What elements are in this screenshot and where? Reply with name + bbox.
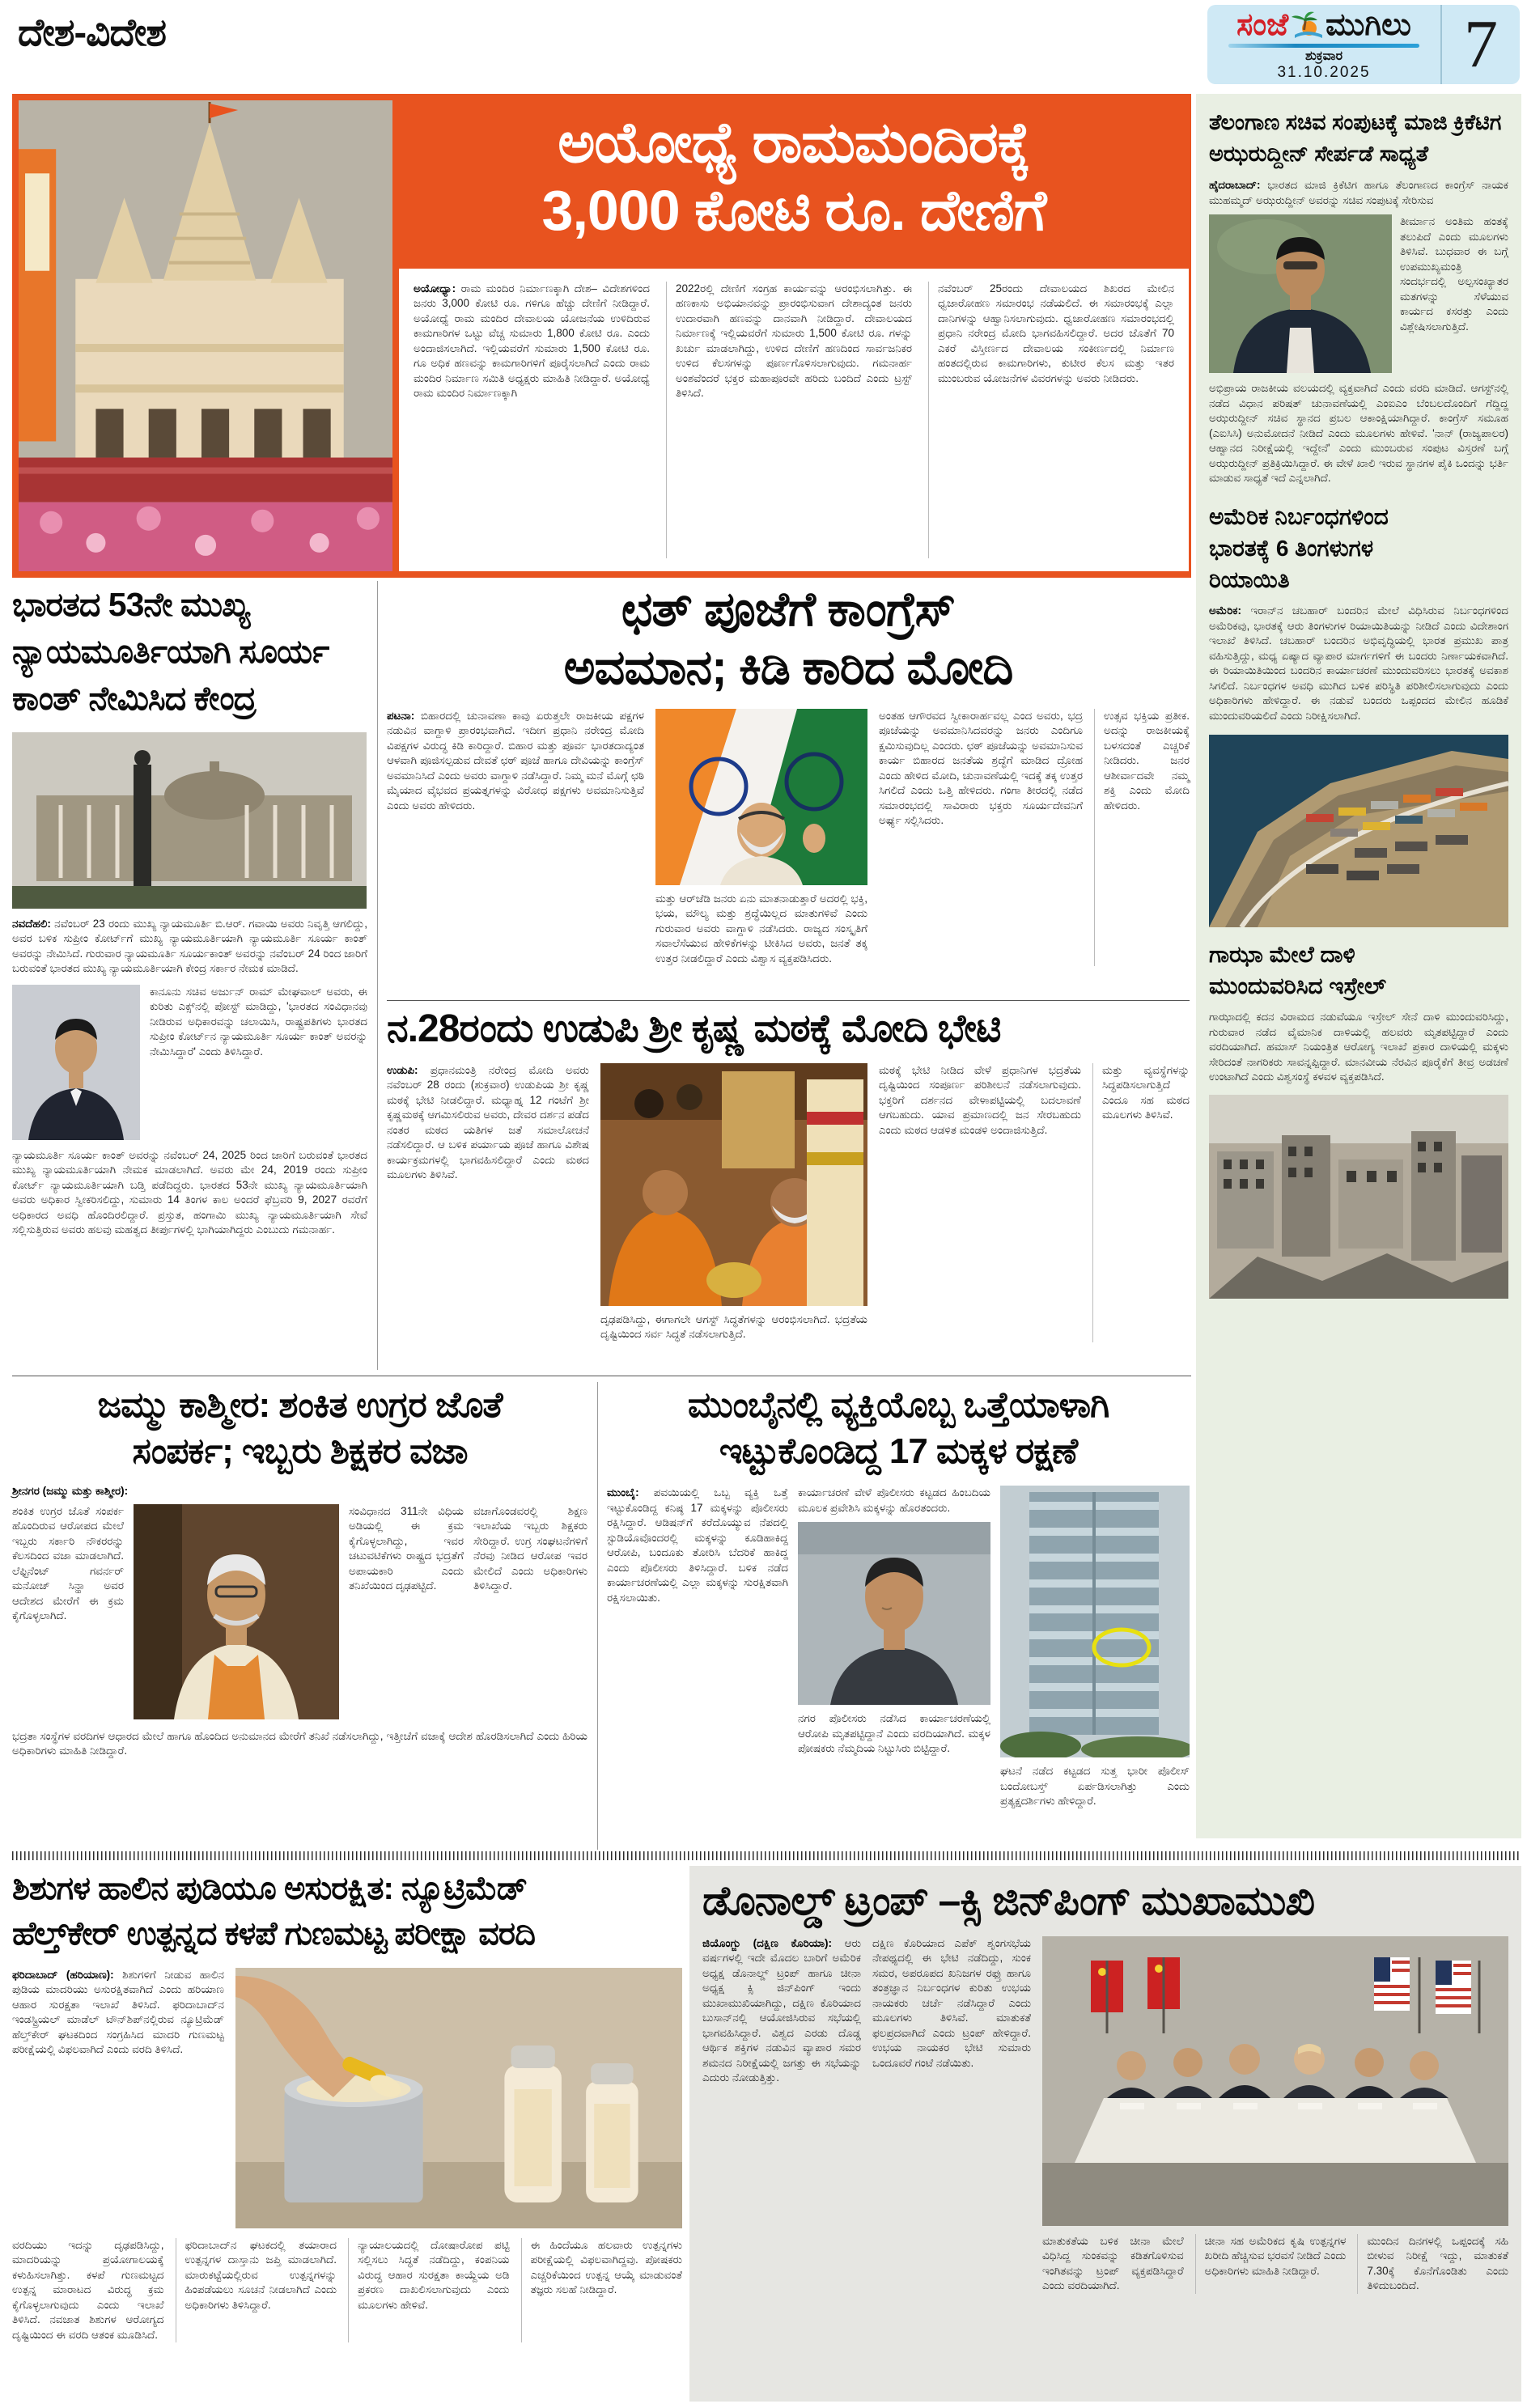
chhath-col-1: ಪಟನಾ: ಬಿಹಾರದಲ್ಲಿ ಚುನಾವಣಾ ಕಾವು ಏರುತ್ತಲೇ ರಾಜಕೀಯ ಪಕ್ಷಗಳ ನಡುವಿನ ವಾಗ್ದಾಳಿ ಪ್ರಾರಂಭವಾಗಿದೆ. ಇದೀಗ ಪ್ರಧಾನಿ ನರೇಂದ್ರ ಮೋದಿ ವಿಪಕ್ಷಗಳ ವಿರುದ್ಧ ಕಿಡಿ ಕಾರಿದ್ದಾರೆ. ಬಿಹಾರ ಮತ್ತು ಪೂರ್ವ ಭಾರತದಾದ್ಯಂತ ಆಳವಾಗಿ ಪೂಜಿಸಲ್ಪಡುವ ದೇವತೆ ಛಠ್ ಪೂಜೆ ಹಾಗೂ ದೇವಿಯನ್ನು ಕಾಂಗ್ರೆಸ್ ಅವಮಾನಿಸಿದೆ ಎಂದು ಅವರು ವಾಗ್ದಾಳಿ ನಡೆಸಿದ್ದಾರೆ. ನಿಮ್ಮ ಮನೆ ಮೊಗ್ಗೆ ಛಠಿ ಮೈಯಾದ ವೈಭವದ ಪ್ರಯತ್ನಗಳನ್ನು ವಿರೋಧ ಪಕ್ಷಗಳು ಅವಮಾನಿಸುತ್ತಿವೆ ಎಂದು ಅವರು ಹೇಳಿದರು. xyxy=(387,709,644,812)
cji-para3: ನ್ಯಾಯಮೂರ್ತಿ ಸೂರ್ಯ ಕಾಂತ್ ಅವರನ್ನು ನವೆಂಬರ್ 24, 2025 ರಿಂದ ಜಾರಿಗೆ ಬರುವಂತೆ ಭಾರತದ ಮುಖ್ಯ ನ್ಯಾಯಮೂರ್ತಿಯಾಗಿ ನೇಮಕ ಮಾಡಲಾಗಿದೆ. ಅವರು ಮೇ 24, 2019 ರಂದು ಸುಪ್ರೀಂ ಕೋರ್ಟ್ ನ್ಯಾಯಮೂರ್ತಿಯಾಗಿ ಬಡ್ತಿ ಪಡೆದಿದ್ದರು. ಭಾರತದ 53ನೇ ಮುಖ್ಯ ನ್ಯಾಯಮೂರ್ತಿಯಾಗಿ ಅವರು ಅಧಿಕಾರ ಸ್ವೀಕರಿಸಲಿದ್ದು, ಸುಮಾರು 14 ತಿಂಗಳ ಕಾಲ ಅಂದರೆ ಫೆಬ್ರವರಿ 9, 2027 ರವರೆಗೆ ಅಧಿಕಾರದ ಅವಧಿ ಹೊಂದಿರಲಿದ್ದಾರೆ. ಪ್ರಸ್ತುತ, ಹಂಗಾಮಿ ಮುಖ್ಯ ನ್ಯಾಯಮೂರ್ತಿಯಾಗಿ ಸೇವೆ ಸಲ್ಲಿಸುತ್ತಿರುವ ಅವರು ಹಲವು ಮಹತ್ವದ ತೀರ್ಪುಗಳಲ್ಲಿ ಭಾಗಿಯಾಗಿದ್ದರು ಎಂಬುದು ಗಮನಾರ್ಹ. xyxy=(12,1148,367,1236)
trump-xi-meeting-photo xyxy=(1042,1936,1508,2226)
lead-story-box xyxy=(12,94,1191,578)
cji-headline-l2: ನ್ಯಾಯಮೂರ್ತಿಯಾಗಿ ಸೂರ್ಯ xyxy=(12,633,329,671)
telangana-lead: ಹೈದರಾಬಾದ್: ಭಾರತದ ಮಾಜಿ ಕ್ರಿಕೆಟಿಗ ಹಾಗೂ ತೆಲಂಗಾಣದ ಕಾಂಗ್ರೆಸ್ ನಾಯಕ ಮುಹಮ್ಮದ್ ಅಝರುದ್ದೀನ್ ಅವರನ್ನು ಸಚಿವ ಸಂಪುಟಕ್ಕೆ ಸೇರಿಸುವ xyxy=(1209,179,1508,206)
jk-col-3: ವಜಾಗೊಂಡವರಲ್ಲಿ ಶಿಕ್ಷಣ ಇಲಾಖೆಯ ಇಬ್ಬರು ಶಿಕ್ಷಕರು ಸೇರಿದ್ದಾರೆ. ಉಗ್ರ ಸಂಘಟನೆಗಳಿಗೆ ನೆರವು ನೀಡಿದ ಆರೋಪ ಇವರ ಮೇಲಿದೆ ಎಂದು ಅಧಿಕಾರಿಗಳು ತಿಳಿಸಿದ್ದಾರೆ. xyxy=(473,1504,587,1592)
trumpxi-below-3: ಮುಂದಿನ ದಿನಗಳಲ್ಲಿ ಒಪ್ಪಂದಕ್ಕೆ ಸಹಿ ಬೀಳುವ ನಿರೀಕ್ಷೆ ಇದ್ದು, ಮಾತುಕತೆ 7.30ಕ್ಕೆ ಕೊನೆಗೊಂಡಿತು ಎಂದು ತಿಳಿದುಬಂದಿದೆ. xyxy=(1357,2234,1508,2294)
milk-article xyxy=(12,1866,682,2402)
section-title: ದೇಶ-ವಿದೇಶ xyxy=(18,11,167,53)
masthead-weekday: ಶುಕ್ರವಾರ xyxy=(1304,49,1343,63)
lead-story-body xyxy=(399,269,1189,571)
sanctions-body: ಅಮೆರಿಕ: ಇರಾನ್‌ನ ಚಬಹಾರ್ ಬಂದರಿನ ಮೇಲೆ ವಿಧಿಸಿರುವ ನಿರ್ಬಂಧಗಳಿಂದ ಅಮೆರಿಕವು, ಭಾರತಕ್ಕೆ ಆರು ತಿಂಗಳುಗಳ ರಿಯಾಯಿತಿಯನ್ನು ನೀಡಿದೆ ಎಂದು ವಿದೇಶಾಂಗ ಇಲಾಖೆ ತಿಳಿಸಿದೆ. ಚಬಹಾರ್ ಬಂದರಿನ ಅಭಿವೃದ್ಧಿಯಲ್ಲಿ ಭಾರತ ಪ್ರಮುಖ ಪಾತ್ರ ವಹಿಸುತ್ತಿದ್ದು, ಮಧ್ಯ ಏಷ್ಯಾದ ವ್ಯಾಪಾರ ಮಾರ್ಗಗಳಿಗೆ ಈ ಬಂದರು ನಿರ್ಣಾಯಕವಾಗಿದೆ. ಈ ರಿಯಾಯಿತಿಯಿಂದ ಬಂದರಿನ ಕಾರ್ಯಾಚರಣೆ ಮುಂದುವರಿಸಲು ಭಾರತಕ್ಕೆ ಅವಕಾಶ ಸಿಗಲಿದೆ. ನಿರ್ಬಂಧಗಳ ಅವಧಿ ಮುಗಿದ ಬಳಿಕ ಪರಿಸ್ಥಿತಿ ಪರಿಶೀಲಿಸಲಾಗುವುದು ಎಂದು ಅಧಿಕಾರಿಗಳು ಹೇಳಿದ್ದಾರೆ. ಈ ನಡುವೆ ಬಂದರು ಒಪ್ಪಂದದ ಮೇಲಿನ ಹೂಡಿಕೆ ಮುಂದುವರಿಯಲಿದೆ ಎಂದು ನಿರೀಕ್ಷಿಸಲಾಗಿದೆ. xyxy=(1209,604,1508,722)
mumbai-col-2b: ನಗರ ಪೊಲೀಸರು ನಡೆಸಿದ ಕಾರ್ಯಾಚರಣೆಯಲ್ಲಿ ಆರೋಪಿ ಮೃತಪಟ್ಟಿದ್ದಾನೆ ಎಂದು ವರದಿಯಾಗಿದೆ. ಮಕ್ಕಳ ಪೋಷಕರು ನೆಮ್ಮದಿಯ ನಿಟ್ಟುಸಿರು ಬಿಟ್ಟಿದ್ದಾರೆ. xyxy=(798,1712,990,1755)
jk-headline-l1: ಜಮ್ಮು ಕಾಶ್ಮೀರ: ಶಂಕಿತ ಉಗ್ರರ ಜೊತೆ xyxy=(97,1385,503,1425)
judge-portrait-photo xyxy=(12,985,140,1140)
lead-headline-line2: 3,000 ಕೋಟಿ ರೂ. ದೇಣಿಗೆ xyxy=(541,179,1046,243)
gaza-headline-l2: ಮುಂದುವರಿಸಿದ ಇಸ್ರೇಲ್ xyxy=(1209,973,1387,999)
trumpxi-col-b: ದಕ್ಷಿಣ ಕೊರಿಯಾದ ಎಪೆಕ್ ಶೃಂಗಸಭೆಯ ನೇಪಥ್ಯದಲ್ಲಿ ಈ ಭೇಟಿ ನಡೆದಿದ್ದು, ಸುಂಕ ಸಮರ, ಅಪರೂಪದ ಖನಿಜಗಳ ರಫ್ತು ಹಾಗೂ ತಂತ್ರಜ್ಞಾನ ನಿರ್ಬಂಧಗಳ ಕುರಿತು ಉಭಯ ನಾಯಕರು ಚರ್ಚೆ ನಡೆಸಿದ್ದಾರೆ ಎಂದು ಮೂಲಗಳು ತಿಳಿಸಿವೆ. ಮಾತುಕತೆ ಫಲಪ್ರದವಾಗಿದೆ ಎಂದು ಟ್ರಂಪ್ ಹೇಳಿದ್ದಾರೆ. ಉಭಯ ನಾಯಕರ ಭೇಟಿ ಸುಮಾರು ಒಂದೂವರೆ ಗಂಟೆ ನಡೆಯಿತು. xyxy=(872,1937,1031,2069)
milk-powder-photo xyxy=(235,1968,682,2228)
mumbai-col-2a: ಕಾರ್ಯಾಚರಣೆ ವೇಳೆ ಪೊಲೀಸರು ಕಟ್ಟಡದ ಹಿಂಬದಿಯ ಮೂಲಕ ಪ್ರವೇಶಿಸಿ ಮಕ್ಕಳನ್ನು ಹೊರತಂದರು. xyxy=(798,1486,990,1514)
lead-dateline: ಅಯೋಧ್ಯಾ: xyxy=(414,282,456,295)
chhath-col-4: ಉತ್ಸವ ಭಕ್ತಿಯ ಪ್ರತೀಕ. ಅದನ್ನು ರಾಜಕೀಯಕ್ಕೆ ಬಳಸದಂತೆ ಎಚ್ಚರಿಕೆ ನೀಡಿದರು. ಜನರ ಆಶೀರ್ವಾದವೇ ನಮ್ಮ ಶಕ್ತಿ ಎಂದು ಮೋದಿ ಹೇಳಿದರು. xyxy=(1094,709,1190,966)
cji-headline-l1: ಭಾರತದ 53ನೇ ಮುಖ್ಯ xyxy=(12,586,250,623)
sanctions-headline-l3: ರಿಯಾಯಿತಿ xyxy=(1209,567,1290,593)
gaza-headline-l1: ಗಾಝಾ ಮೇಲೆ ದಾಳಿ xyxy=(1209,942,1355,968)
trumpxi-below-2: ಚೀನಾ ಸಹ ಅಮೆರಿಕದ ಕೃಷಿ ಉತ್ಪನ್ನಗಳ ಖರೀದಿ ಹೆಚ್ಚಿಸುವ ಭರವಸೆ ನೀಡಿದೆ ಎಂದು ಅಧಿಕಾರಿಗಳು ಮಾಹಿತಿ ನೀಡಿದ್ದಾರೆ. xyxy=(1195,2234,1347,2294)
paper-name-black: ಮುಗಿಲು xyxy=(1326,7,1411,42)
telangana-beside-photo: ತೀರ್ಮಾನ ಅಂತಿಮ ಹಂತಕ್ಕೆ ತಲುಪಿದೆ ಎಂದು ಮೂಲಗಳು ತಿಳಿಸಿವೆ. ಬುಧವಾರ ಈ ಬಗ್ಗೆ ಉಪಮುಖ್ಯಮಂತ್ರಿ ಸಂದರ್ಭದಲ್ಲಿ ಅಲ್ಪಸಂಖ್ಯಾತರ ಮತಗಳನ್ನು ಸೆಳೆಯುವ ಕಾರ್ಯದ ಕಸರತ್ತು ಎಂದು ವಿಶ್ಲೇಷಿಸಲಾಗುತ್ತಿದೆ. xyxy=(1400,215,1508,333)
paper-name-red: ಸಂಜೆ xyxy=(1236,7,1289,42)
gaza-destruction-photo xyxy=(1209,1095,1508,1299)
chhath-headline-l1: ಛತ್ ಪೂಜೆಗೆ ಕಾಂಗ್ರೆಸ್ xyxy=(621,583,956,636)
milk-col-4: ಈ ಹಿಂದೆಯೂ ಹಲವಾರು ಉತ್ಪನ್ನಗಳು ಪರೀಕ್ಷೆಯಲ್ಲಿ ವಿಫಲವಾಗಿದ್ದವು. ಪೋಷಕರು ಎಚ್ಚರಿಕೆಯಿಂದ ಉತ್ಪನ್ನ ಆಯ್ಕೆ ಮಾಡುವಂತೆ ತಜ್ಞರು ಸಲಹೆ ನೀಡಿದ್ದಾರೆ. xyxy=(521,2238,683,2342)
jk-bottom: ಭದ್ರತಾ ಸಂಸ್ಥೆಗಳ ವರದಿಗಳ ಆಧಾರದ ಮೇಲೆ ಹಾಗೂ ಹೊಂದಿದ ಅನುಮಾನದ ಮೇರೆಗೆ ತನಿಖೆ ನಡೆಸಲಾಗಿದ್ದು, ಇತ್ತೀಚೆಗೆ ವಜಾಕ್ಕೆ ಆದೇಶ ಹೊರಡಿಸಲಾಗಿದೆ ಎಂದು ಹಿರಿಯ ಅಧಿಕಾರಿಗಳು ಮಾಹಿತಿ ನೀಡಿದ್ದಾರೆ. xyxy=(12,1729,587,1757)
jk-col-1: ಶಂಕಿತ ಉಗ್ರರ ಜೊತೆ ಸಂಪರ್ಕ ಹೊಂದಿರುವ ಆರೋಪದ ಮೇಲೆ ಇಬ್ಬರು ಸರ್ಕಾರಿ ನೌಕರರನ್ನು ಕೆಲಸದಿಂದ ವಜಾ ಮಾಡಲಾಗಿದೆ. ಲೆಫ್ಟಿನೆಂಟ್ ಗವರ್ನರ್ ಮನೋಜ್ ಸಿನ್ಹಾ ಅವರ ಆದೇಶದ ಮೇರೆಗೆ ಈ ಕ್ರಮ ಕೈಗೊಳ್ಳಲಾಗಿದೆ. xyxy=(12,1504,124,1622)
chhath-col-3: ಅಂತಹ ಆಗೌರವದ ಸ್ವೀಕಾರಾರ್ಹವಲ್ಲ ಎಂದ ಅವರು, ಭದ್ರ ಪೂಜೆಯನ್ನು ಅವಮಾನಿಸಿದವರನ್ನು ಜನರು ಎಂದಿಗೂ ಕ್ಷಮಿಸುವುದಿಲ್ಲ ಎಂದರು. ಛಠ್ ಪೂಜೆಯನ್ನು ಅವಮಾನಿಸುವ ಕಾರ್ಯ ಬಿಹಾರದ ಜನತೆಯ ಶ್ರದ್ಧೆಗೆ ಮಾಡಿದ ದ್ರೋಹ ಎಂದು ಹೇಳಿದ ಮೋದಿ, ಚುನಾವಣೆಯಲ್ಲಿ ಇದಕ್ಕೆ ತಕ್ಕ ಉತ್ತರ ಸಿಗಲಿದೆ ಎಂದು ಒತ್ತಿ ಹೇಳಿದರು. ಗಂಗಾ ತೀರದಲ್ಲಿ ನಡೆದ ಸಮಾರಂಭದಲ್ಲಿ ಸಾವಿರಾರು ಭಕ್ತರು ಸೂರ್ಯದೇವನಿಗೆ ಅರ್ಘ್ಯ ಸಲ್ಲಿಸಿದರು. xyxy=(879,709,1083,827)
jk-headline-l2: ಸಂಪರ್ಕ; ಇಬ್ಬರು ಶಿಕ್ಷಕರ ವಜಾ xyxy=(132,1431,468,1472)
milk-col-3: ನ್ಯಾಯಾಲಯದಲ್ಲಿ ದೋಷಾರೋಪ ಪಟ್ಟಿ ಸಲ್ಲಿಸಲು ಸಿದ್ಧತೆ ನಡೆದಿದ್ದು, ಕಂಪನಿಯ ವಿರುದ್ಧ ಆಹಾರ ಸುರಕ್ಷತಾ ಕಾಯ್ದೆಯ ಅಡಿ ಪ್ರಕರಣ ದಾಖಲಿಸಲಾಗುವುದು ಎಂದು ಮೂಲಗಳು ಹೇಳಿವೆ. xyxy=(348,2238,510,2342)
milk-col-1: ವರದಿಯು ಇದನ್ನು ದೃಢಪಡಿಸಿದ್ದು, ಮಾದರಿಯನ್ನು ಪ್ರಯೋಗಾಲಯಕ್ಕೆ ಕಳುಹಿಸಲಾಗಿತ್ತು. ಕಳಪೆ ಗುಣಮಟ್ಟದ ಉತ್ಪನ್ನ ಮಾರಾಟದ ವಿರುದ್ಧ ಕ್ರಮ ಕೈಗೊಳ್ಳಲಾಗುವುದು ಎಂದು ಇಲಾಖೆ ತಿಳಿಸಿದೆ. ನವಜಾತ ಶಿಶುಗಳ ಆರೋಗ್ಯದ ದೃಷ್ಟಿಯಿಂದ ಈ ವರದಿ ಆತಂಕ ಮೂಡಿಸಿದೆ. xyxy=(12,2239,164,2341)
right-column xyxy=(1196,94,1521,1838)
gaza-body: ಗಾಝಾದಲ್ಲಿ ಕದನ ವಿರಾಮದ ನಡುವೆಯೂ ಇಸ್ರೇಲ್ ಸೇನೆ ದಾಳಿ ಮುಂದುವರಿಸಿದ್ದು, ಗುರುವಾರ ನಡೆದ ವೈಮಾನಿಕ ದಾಳಿಯಲ್ಲಿ ಹಲವರು ಮೃತಪಟ್ಟಿದ್ದಾರೆ ಎಂದು ವರದಿಯಾಗಿದೆ. ಹಮಾಸ್ ನಿಯಂತ್ರಿತ ಆರೋಗ್ಯ ಇಲಾಖೆ ಪ್ರಕಾರ ದಾಳಿಯಲ್ಲಿ ಮಕ್ಕಳು ಸೇರಿದಂತೆ ನಾಗರಿಕರು ಸಾವನ್ನಪ್ಪಿದ್ದಾರೆ. ಮಾನವೀಯ ನೆರವಿನ ಪೂರೈಕೆಗೆ ತೀವ್ರ ಅಡಚಣೆ ಉಂಟಾಗಿದೆ ಎಂದು ವಿಶ್ವಸಂಸ್ಥೆ ಕಳವಳ ವ್ಯಕ್ತಪಡಿಸಿದೆ. xyxy=(1209,1011,1508,1083)
masthead-underline xyxy=(1228,44,1419,48)
cji-lead: ನವದೆಹಲಿ: ನವೆಂಬರ್ 23 ರಂದು ಮುಖ್ಯ ನ್ಯಾಯಮೂರ್ತಿ ಬಿ.ಆರ್. ಗವಾಯಿ ಅವರು ನಿವೃತ್ತಿ ಆಗಲಿದ್ದು, ಅವರ ಬಳಿಕ ಸುಪ್ರೀಂ ಕೋರ್ಟ್‌ಗೆ ಮುಖ್ಯ ನ್ಯಾಯಮೂರ್ತಿಯಾಗಿ ನ್ಯಾಯಮೂರ್ತಿ ಸೂರ್ಯ ಕಾಂತ್ ಅವರನ್ನು ನೇಮಿಸಿದೆ. ಗುರುವಾರ ನ್ಯಾಯಮೂರ್ತಿ ಸೂರ್ಯಕಾಂತ್ ಅವರನ್ನು ನವೆಂಬರ್ 24 ರಿಂದ ಜಾರಿಗೆ ಬರುವಂತೆ ಭಾರತದ ಮುಖ್ಯ ನ್ಯಾಯಮೂರ್ತಿಯಾಗಿ ಕೇಂದ್ರ ಸರ್ಕಾರ ನೇಮಕ ಮಾಡಿದೆ. xyxy=(12,917,367,975)
chabahar-port-photo xyxy=(1209,735,1508,927)
building-photo xyxy=(1000,1486,1190,1757)
divider-chhath-udupi xyxy=(387,1000,1190,1001)
milk-col-2: ಫರಿದಾಬಾದ್‌ನ ಘಟಕದಲ್ಲಿ ತಯಾರಾದ ಉತ್ಪನ್ನಗಳ ದಾಸ್ತಾನು ಜಪ್ತಿ ಮಾಡಲಾಗಿದೆ. ಮಾರುಕಟ್ಟೆಯಲ್ಲಿರುವ ಉತ್ಪನ್ನಗಳನ್ನು ಹಿಂಪಡೆಯಲು ಸೂಚನೆ ನೀಡಲಾಗಿದೆ ಎಂದು ಅಧಿಕಾರಿಗಳು ತಿಳಿಸಿದ್ದಾರೆ. xyxy=(176,2238,337,2342)
palm-sun-logo-icon xyxy=(1290,11,1324,40)
udupi-col-3: ಮಠಕ್ಕೆ ಭೇಟಿ ನೀಡಿದ ವೇಳೆ ಪ್ರಧಾನಿಗಳ ಭದ್ರತೆಯ ದೃಷ್ಟಿಯಿಂದ ಸಂಪೂರ್ಣ ಪರಿಶೀಲನೆ ನಡೆಸಲಾಗುವುದು. ಭಕ್ತರಿಗೆ ದರ್ಶನದ ವೇಳಾಪಟ್ಟಿಯಲ್ಲಿ ಬದಲಾವಣೆ ಆಗಬಹುದು. ಯಾವ ಪ್ರಮಾಣದಲ್ಲಿ ಜನ ಸೇರಬಹುದು ಎಂದು ಮಠದ ಆಡಳಿತ ಮಂಡಳಿ ಅಂದಾಜಿಸುತ್ತಿದೆ. xyxy=(879,1064,1081,1136)
udupi-headline: ನ.28ರಂದು ಉಡುಪಿ ಶ್ರೀ ಕೃಷ್ಣ ಮಠಕ್ಕೆ ಮೋದಿ ಭೇಟಿ xyxy=(387,1007,1001,1050)
mumbai-headline-l1: ಮುಂಬೈನಲ್ಲಿ ವ್ಯಕ್ತಿಯೊಬ್ಬ ಒತ್ತೆಯಾಳಾಗಿ xyxy=(687,1385,1109,1425)
jk-col-2: ಸಂವಿಧಾನದ 311ನೇ ವಿಧಿಯ ಅಡಿಯಲ್ಲಿ ಈ ಕ್ರಮ ಕೈಗೊಳ್ಳಲಾಗಿದ್ದು, ಇವರ ಚಟುವಟಿಕೆಗಳು ರಾಷ್ಟ್ರದ ಭದ್ರತೆಗೆ ಅಪಾಯಕಾರಿ ಎಂದು ತನಿಖೆಯಿಂದ ದೃಢಪಟ್ಟಿದೆ. xyxy=(349,1504,464,1592)
sanctions-headline-l2: ಭಾರತಕ್ಕೆ 6 ತಿಂಗಳುಗಳ xyxy=(1209,535,1374,561)
trumpxi-below-1: ಮಾತುಕತೆಯ ಬಳಿಕ ಚೀನಾ ಮೇಲೆ ವಿಧಿಸಿದ್ದ ಸುಂಕವನ್ನು ಕಡಿತಗೊಳಿಸುವ ಇಂಗಿತವನ್ನು ಟ್ರಂಪ್ ವ್ಯಕ್ತಪಡಿಸಿದ್ದಾರೆ ಎಂದು ವರದಿಯಾಗಿದೆ. xyxy=(1042,2235,1184,2292)
page-number: 7 xyxy=(1464,6,1498,82)
cji-headline-l3: ಕಾಂತ್ ನೇಮಿಸಿದ ಕೇಂದ್ರ xyxy=(12,680,256,718)
trumpxi-headline: ಡೊನಾಲ್ಡ್ ಟ್ರಂಪ್ –ಕ್ಸಿ ಜಿನ್‌ಪಿಂಗ್ ಮುಖಾಮುಖಿ xyxy=(702,1878,1315,1923)
ram-mandir-photo xyxy=(19,100,392,571)
striped-divider xyxy=(12,1851,1521,1860)
telangana-rest: ಅಭಿಪ್ರಾಯ ರಾಜಕೀಯ ವಲಯದಲ್ಲಿ ವ್ಯಕ್ತವಾಗಿದೆ ಎಂದು ವರದಿ ಮಾಡಿದೆ. ಆಗಸ್ಟ್‌ನಲ್ಲಿ ನಡೆದ ವಿಧಾನ ಪರಿಷತ್ ಚುನಾವಣೆಯಲ್ಲಿ ಎಂಐಎಂ ಬೆಂಬಲದೊಂದಿಗೆ ಗೆದ್ದಿದ್ದ ಅಝರುದ್ದೀನ್ ಸಚಿವ ಸ್ಥಾನದ ಪ್ರಬಲ ಆಕಾಂಕ್ಷಿಯಾಗಿದ್ದಾರೆ. ಕಾಂಗ್ರೆಸ್ ಸಮೂಹ (ಎಐಸಿಸಿ) ಅನುಮೋದನೆ ನೀಡಿದೆ ಎಂದು ಮೂಲಗಳು ಹೇಳಿವೆ. 'ನಾನ್ (ರಾಜ್ಯಪಾಲರ) ಆಹ್ವಾನದ ನಿರೀಕ್ಷೆಯಲ್ಲಿ ಇದ್ದೇನೆ' ಎಂದು ಮುಂಬರುವ ಸಂಪುಟ ವಿಸ್ತರಣೆ ಬಗ್ಗೆ ಅಝರುದ್ದೀನ್ ಪ್ರತಿಕ್ರಿಯಿಸಿದ್ದಾರೆ. ಈ ವೇಳೆ ಖಾಲಿ ಇರುವ ಸ್ಥಾನಗಳ ಪೈಕಿ ಒಂದನ್ನು ಭರ್ತಿ ಮಾಡುವ ಸಾಧ್ಯತೆ ಇದೆ ಎನ್ನಲಾಗಿದೆ. xyxy=(1209,382,1508,485)
udupi-col-1: ಉಡುಪಿ: ಪ್ರಧಾನಮಂತ್ರಿ ನರೇಂದ್ರ ಮೋದಿ ಅವರು ನವೆಂಬರ್ 28 ರಂದು (ಶುಕ್ರವಾರ) ಉಡುಪಿಯ ಶ್ರೀ ಕೃಷ್ಣ ಮಠಕ್ಕೆ ಭೇಟಿ ನೀಡಲಿದ್ದಾರೆ. ಮಧ್ಯಾಹ್ನ 12 ಗಂಟೆಗೆ ಶ್ರೀ ಕೃಷ್ಣಮಠಕ್ಕೆ ಆಗಮಿಸಲಿರುವ ಅವರು, ದೇವರ ದರ್ಶನ ಪಡೆದ ನಂತರ ಮಠದ ಯತಿಗಳ ಜತೆ ಸಮಾಲೋಚನೆ ನಡೆಸಲಿದ್ದಾರೆ. ಆ ಬಳಿಕ ಪರ್ಯಾಯ ಪೂಜೆ ಹಾಗೂ ವಿಶೇಷ ಕಾರ್ಯಕ್ರಮಗಳಲ್ಲಿ ಭಾಗವಹಿಸಲಿದ್ದಾರೆ ಎಂದು ಮಠದ ಮೂಲಗಳು ತಿಳಿಸಿವೆ. xyxy=(387,1064,589,1181)
trumpxi-article xyxy=(689,1866,1521,2402)
udupi-article xyxy=(387,1007,1190,1372)
chhath-article xyxy=(387,581,1190,997)
udupi-col-4: ಮತ್ತು ವ್ಯವಸ್ಥೆಗಳನ್ನು ಸಿದ್ಧಪಡಿಸಲಾಗುತ್ತಿದೆ ಎಂದೂ ಸಹ ಮಠದ ಮೂಲಗಳು ತಿಳಿಸಿವೆ. xyxy=(1092,1063,1190,1342)
modi-krishna-matha-photo xyxy=(600,1063,867,1306)
supreme-court-photo xyxy=(12,732,367,909)
telangana-headline: ತೆಲಂಗಾಣ ಸಚಿವ ಸಂಪುಟಕ್ಕೆ ಮಾಜಿ ಕ್ರಿಕೆಟಿಗ ಅಝರುದ್ದೀನ್ ಸೇರ್ಪಡೆ ಸಾಧ್ಯತೆ xyxy=(1209,110,1502,167)
cji-article xyxy=(12,581,378,1370)
manoj-sinha-photo xyxy=(134,1504,339,1719)
mumbai-col-3: ಘಟನೆ ನಡೆದ ಕಟ್ಟಡದ ಸುತ್ತ ಭಾರೀ ಪೊಲೀಸ್ ಬಂದೋಬಸ್ತ್ ಏರ್ಪಡಿಸಲಾಗಿತ್ತು ಎಂದು ಪ್ರತ್ಯಕ್ಷದರ್ಶಿಗಳು ಹೇಳಿದ್ದಾರೆ. xyxy=(1000,1765,1190,1808)
milk-headline-l2: ಹೆಲ್ತ್‌ಕೇರ್ ಉತ್ಪನ್ನದ ಕಳಪೆ ಗುಣಮಟ್ಟ ಪರೀಕ್ಷಾ ವರದಿ xyxy=(12,1916,535,1952)
lead-col-2: 2022ರಲ್ಲಿ ದೇಣಿಗೆ ಸಂಗ್ರಹ ಕಾರ್ಯವನ್ನು ಆರಂಭಿಸಲಾಗಿತ್ತು. ಈ ಹಣಕಾಸು ಅಭಿಯಾನವನ್ನು ಪ್ರಾರಂಭಿಸುವಾಗ ದೇಶಾದ್ಯಂತ ಜನರು ಉದಾರವಾಗಿ ಹಣವನ್ನು ದಾನವಾಗಿ ನೀಡಿದ್ದಾರೆ. ದೇವಾಲಯದ ನಿರ್ಮಾಣಕ್ಕೆ ಇಲ್ಲಿಯವರೆಗೆ ಸುಮಾರು 1,500 ಕೋಟಿ ರೂ. ಗಳನ್ನು ಖರ್ಚು ಮಾಡಲಾಗಿದ್ದು, ಉಳಿದ ದೇಣಿಗೆ ಹಣದಿಂದ ಸಾರ್ವಜನಿಕರ ಉಳಿದ ಕೆಲಸಗಳನ್ನು ಪೂರ್ಣಗೊಳಿಸಲಾಗುವುದು. ಗಮನಾರ್ಹ ಅಂಶವೆಂದರೆ ಭಕ್ತರ ಮಹಾಪೂರವೇ ಹರಿದು ಬಂದಿದೆ ಎಂದು ಟ್ರಸ್ಟ್ ತಿಳಿಸಿದೆ. xyxy=(666,282,912,558)
mumbai-col-1: ಮುಂಬೈ: ಪವಯಿಯಲ್ಲಿ ಒಬ್ಬ ವ್ಯಕ್ತಿ ಒತ್ತೆ ಇಟ್ಟುಕೊಂಡಿದ್ದ ಕನಿಷ್ಠ 17 ಮಕ್ಕಳನ್ನು ಪೊಲೀಸರು ರಕ್ಷಿಸಿದ್ದಾರೆ. ಆಡಿಷನ್‌ಗೆ ಕರೆದೊಯ್ಯುವ ನೆಪದಲ್ಲಿ ಸ್ಟುಡಿಯೊವೊಂದರಲ್ಲಿ ಮಕ್ಕಳನ್ನು ಕೂಡಿಹಾಕಿದ್ದ ಆರೋಪಿ, ಬಂದೂಕು ತೋರಿಸಿ ಬೆದರಿಕೆ ಹಾಕಿದ್ದ ಎಂದು ಪೊಲೀಸರು ತಿಳಿಸಿದ್ದಾರೆ. ಬಳಿಕ ನಡೆದ ಕಾರ್ಯಾಚರಣೆಯಲ್ಲಿ ಎಲ್ಲಾ ಮಕ್ಕಳನ್ನು ಸುರಕ್ಷಿತವಾಗಿ ರಕ್ಷಿಸಲಾಯಿತು. xyxy=(607,1486,788,1604)
jk-article xyxy=(12,1382,598,1850)
lead-col-1: ಅಯೋಧ್ಯಾ: ರಾಮ ಮಂದಿರ ನಿರ್ಮಾಣಕ್ಕಾಗಿ ದೇಶ– ವಿದೇಶಗಳಿಂದ ಜನರು 3,000 ಕೋಟಿ ರೂ. ಗಳಿಗೂ ಹೆಚ್ಚು ದೇಣಿಗೆ ನೀಡಿದ್ದಾರೆ. ಅಯೋಧ್ಯೆ ರಾಮ ಮಂದಿರ ದೇವಾಲಯ ಯೋಜನೆಯ ಉಳಿದಿರುವ ಕಾಮಗಾರಿಗಳ ಒಟ್ಟು ವೆಚ್ಚ ಸುಮಾರು 1,800 ಕೋಟಿ ರೂ. ಎಂದು ಅಂದಾಜಿಸಲಾಗಿದೆ. ಇಲ್ಲಿಯವರೆಗೆ ಸುಮಾರು 1,500 ಕೋಟಿ ರೂ. ಗೂ ಅಧಿಕ ಹಣವನ್ನು ಕಾಮಗಾರಿಗಳಿಗೆ ಪೂರೈಸಲಾಗಿದೆ ಎಂದು ರಾಮ ಮಂದಿರ ನಿರ್ಮಾಣ ಸಮಿತಿ ಅಧ್ಯಕ್ಷರು ಮಾಹಿತಿ ನೀಡಿದ್ದಾರೆ. ಅಯೋಧ್ಯೆ ರಾಮ ಮಂದಿರ ನಿರ್ಮಾಣಕ್ಕಾಗಿ xyxy=(414,282,650,400)
modi-speech-photo xyxy=(655,709,867,885)
mumbai-headline-l2: ಇಟ್ಟುಕೊಂಡಿದ್ದ 17 ಮಕ್ಕಳ ರಕ್ಷಣೆ xyxy=(719,1431,1078,1472)
masthead-date: 31.10.2025 xyxy=(1277,63,1371,81)
video-statement-photo xyxy=(798,1522,990,1705)
milk-headline-l1: ಶಿಶುಗಳ ಹಾಲಿನ ಪುಡಿಯೂ ಅಸುರಕ್ಷಿತ: ನ್ಯೂಟ್ರಿಮೆಡ್ xyxy=(12,1871,528,1906)
cji-para2: ಕಾನೂನು ಸಚಿವ ಅರ್ಜುನ್ ರಾಮ್ ಮೇಘವಾಲ್ ಅವರು, ಈ ಕುರಿತು ಎಕ್ಸ್‌ನಲ್ಲಿ ಪೋಸ್ಟ್ ಮಾಡಿದ್ದು, 'ಭಾರತದ ಸಂವಿಧಾನವು ನೀಡಿರುವ ಅಧಿಕಾರವನ್ನು ಚಲಾಯಿಸಿ, ರಾಷ್ಟ್ರಪತಿಗಳು ಭಾರತದ ಸುಪ್ರೀಂ ಕೋರ್ಟ್‌ನ ನ್ಯಾಯಮೂರ್ತಿ ಸೂರ್ಯ ಕಾಂತ್ ಅವರನ್ನು ನೇಮಿಸಿದ್ದಾರೆ' ಎಂದು ತಿಳಿಸಿದ್ದಾರೆ. xyxy=(150,985,367,1058)
jk-dateline-para: ಶ್ರೀನಗರ (ಜಮ್ಮು ಮತ್ತು ಕಾಶ್ಮೀರ): xyxy=(12,1485,129,1498)
sanctions-headline-l1: ಅಮೆರಿಕ ನಿರ್ಬಂಧಗಳಿಂದ xyxy=(1209,503,1389,529)
mumbai-article xyxy=(607,1382,1190,1850)
milk-side-col: ಫರಿದಾಬಾದ್ (ಹರಿಯಾಣ): ಶಿಶುಗಳಿಗೆ ನೀಡುವ ಹಾಲಿನ ಪುಡಿಯ ಮಾದರಿಯು ಅಸುರಕ್ಷಿತವಾಗಿದೆ ಎಂದು ಹರಿಯಾಣ ಆಹಾರ ಸುರಕ್ಷತಾ ಇಲಾಖೆ ತಿಳಿಸಿದೆ. ಫರಿದಾಬಾದ್‌ನ ಇಂಡಸ್ಟ್ರಿಯಲ್ ಮಾಡೆಲ್ ಟೌನ್‌ಶಿಪ್‌ನಲ್ಲಿರುವ ನ್ಯೂಟ್ರಿಮೆಡ್ ಹೆಲ್ತ್‌ಕೇರ್ ಘಟಕದಿಂದ ಸಂಗ್ರಹಿಸಿದ ಮಾದರಿ ಗುಣಮಟ್ಟ ಪರೀಕ್ಷೆಯಲ್ಲಿ ವಿಫಲವಾಗಿದೆ ಎಂದು ವರದಿ ತಿಳಿಸಿದೆ. xyxy=(12,1969,224,2056)
lead-col-3: ನವೆಂಬರ್ 25ರಂದು ದೇವಾಲಯದ ಶಿಖರದ ಮೇಲಿನ ಧ್ವಜಾರೋಹಣ ಸಮಾರಂಭ ನಡೆಯಲಿದೆ. ಈ ಸಮಾರಂಭಕ್ಕೆ ಎಲ್ಲಾ ದಾನಿಗಳನ್ನು ಆಹ್ವಾನಿಸಲಾಗುವುದು. ಧ್ವಜಾರೋಹಣ ಸಮಾರಂಭದಲ್ಲಿ ಪ್ರಧಾನಿ ನರೇಂದ್ರ ಮೋದಿ ಭಾಗವಹಿಸಲಿದ್ದಾರೆ. ಅದರ ಜೊತೆಗೆ 70 ಎಕರೆ ವಿಸ್ತೀರ್ಣದ ದೇವಾಲಯ ಸಂಕೀರ್ಣದಲ್ಲಿ ನಿರ್ಮಾಣ ಹಂತದಲ್ಲಿರುವ ಕಾಮಗಾರಿಗಳು, ಕುಟೀರ ಕೆಲಸ ಮತ್ತು ಇತರ ಮುಂಬರುವ ಯೋಜನೆಗಳ ವಿವರಗಳನ್ನು ಅವರು ನೀಡಿದರು. xyxy=(928,282,1174,558)
trumpxi-col-a: ಜಿಯೊಂಗ್ಜು (ದಕ್ಷಿಣ ಕೊರಿಯಾ): ಆರು ವರ್ಷಗಳಲ್ಲಿ ಇದೇ ಮೊದಲ ಬಾರಿಗೆ ಅಮೆರಿಕ ಅಧ್ಯಕ್ಷ ಡೊನಾಲ್ಡ್ ಟ್ರಂಪ್ ಹಾಗೂ ಚೀನಾ ಅಧ್ಯಕ್ಷ ಕ್ಸಿ ಜಿನ್‌ಪಿಂಗ್ ಇಂದು ಮುಖಾಮುಖಿಯಾಗಿದ್ದು, ದಕ್ಷಿಣ ಕೊರಿಯಾದ ಬುಸಾನ್‌ನಲ್ಲಿ ಆಯೋಜಿಸಿರುವ ಸಭೆಯಲ್ಲಿ ಭಾಗವಹಿಸಿದ್ದಾರೆ. ವಿಶ್ವದ ಎರಡು ದೊಡ್ಡ ಆರ್ಥಿಕ ಶಕ್ತಿಗಳ ನಡುವಿನ ವ್ಯಾಪಾರ ಸಮರ ಶಮನದ ನಿರೀಕ್ಷೆಯಲ್ಲಿ ಜಗತ್ತು ಈ ಸಭೆಯನ್ನು ಎದುರು ನೋಡುತ್ತಿತ್ತು. xyxy=(702,1937,861,2084)
chhath-col-2: ಮತ್ತು ಆರ್‌ಜೆಡಿ ಜನರು ಏನು ಮಾತನಾಡುತ್ತಾರೆ ಅದರಲ್ಲಿ ಭಕ್ತಿ, ಭಯ, ಮೌಲ್ಯ ಮತ್ತು ಶ್ರದ್ಧೆಯಿಲ್ಲದ ಮಾತುಗಳಿವೆ ಎಂದು ಗುರುವಾರ ಅವರು ವಾಗ್ದಾಳಿ ನಡೆಸಿದರು. ರಾಜ್ಯದ ಸಂಸ್ಕೃತಿಗೆ ಸವಾಲೆಸೆಯುವ ಹೇಳಿಕೆಗಳನ್ನು ಟೀಕಿಸಿದ ಅವರು, ಜನತೆ ತಕ್ಕ ಉತ್ತರ ನೀಡಲಿದ್ದಾರೆ ಎಂದು ವಿಶ್ವಾಸ ವ್ಯಕ್ತಪಡಿಸಿದರು. xyxy=(655,892,867,964)
lead-headline-line1: ಅಯೋಧ್ಯೆ ರಾಮಮಂದಿರಕ್ಕೆ xyxy=(558,111,1030,174)
azharuddin-photo xyxy=(1209,214,1392,373)
masthead xyxy=(1207,5,1520,84)
chhath-headline-l2: ಅವಮಾನ; ಕಿಡಿ ಕಾರಿದ ಮೋದಿ xyxy=(563,640,1013,694)
udupi-under-photo: ದೃಢಪಡಿಸಿದ್ದು, ಈಗಾಗಲೇ ಆಗಸ್ಟ್ ಸಿದ್ಧತೆಗಳನ್ನು ಆರಂಭಿಸಲಾಗಿದೆ. ಭದ್ರತೆಯ ದೃಷ್ಟಿಯಿಂದ ಸರ್ವ ಸಿದ್ಧತೆ ನಡೆಸಲಾಗುತ್ತಿದೆ. xyxy=(600,1313,867,1341)
